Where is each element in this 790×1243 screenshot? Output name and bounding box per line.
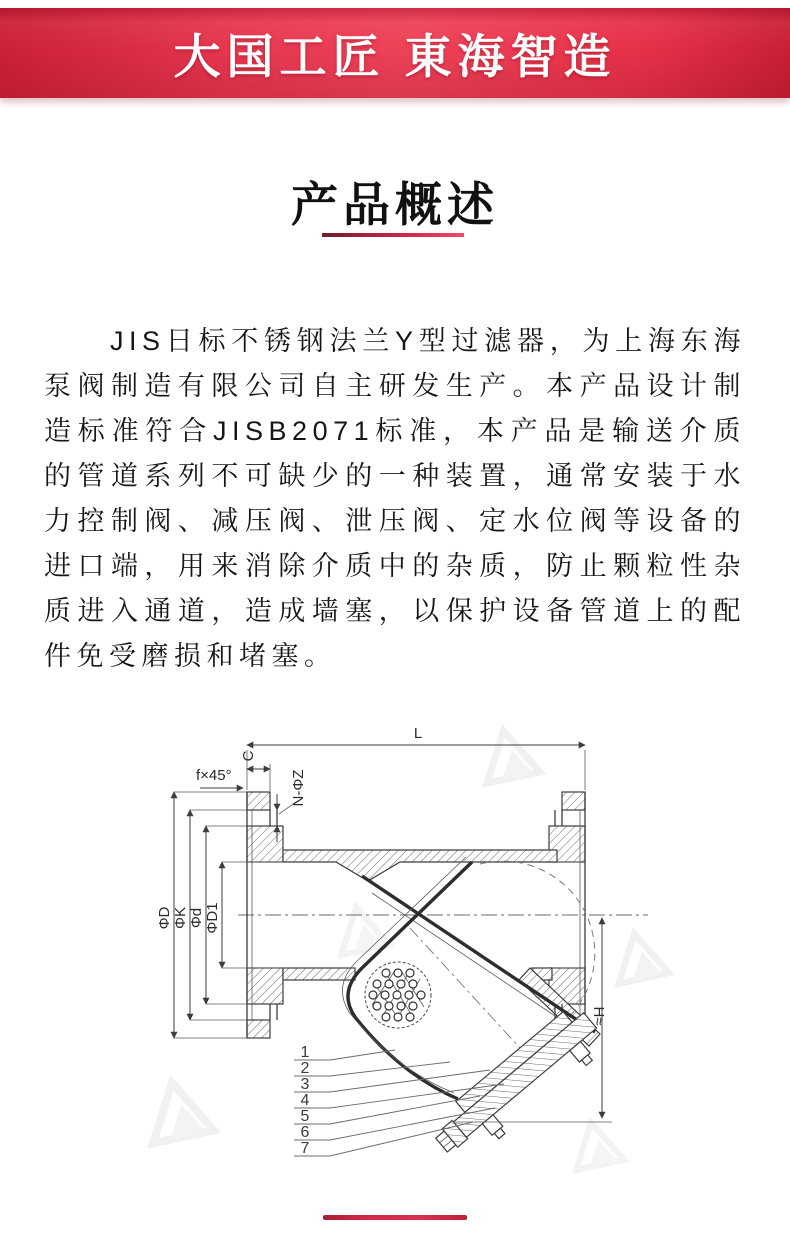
part-label-2: 2	[300, 1060, 310, 1077]
dim-C	[240, 750, 270, 791]
strainer-technical-drawing	[100, 690, 700, 1235]
product-overview-paragraph: JIS日标不锈钢法兰Y型过滤器，为上海东海泵阀制造有限公司自主研发生产。本产品设计制造标准符合JISB2071标准，本产品是输送介质的管道系列不可缺少的一种装置，通常安装于水力控制阀、减压阀、泄压阀、定水位阀等设备的进口端，用来消除介质中的杂质，防止颗粒性杂质进入通道，造成墙塞，以保护设备管道上的配件免受磨损和堵塞。	[44, 326, 746, 671]
part-label-4: 4	[300, 1092, 310, 1109]
part-label-3: 3	[300, 1076, 310, 1093]
dim-label-C: C	[240, 750, 257, 762]
dim-label-bolt-holes: N-ΦZ	[290, 769, 307, 807]
banner-title: 大国工匠 東海智造	[173, 29, 617, 83]
dim-label-raised-face: Φd	[188, 907, 205, 929]
section-title-underline	[322, 233, 464, 237]
dim-label-chamfer: f×45°	[196, 767, 232, 784]
part-label-6: 6	[300, 1124, 310, 1141]
part-label-7: 7	[300, 1140, 310, 1157]
dim-label-flange-od: ΦD	[156, 906, 173, 930]
dim-label-L: L	[413, 725, 423, 742]
perforated-screen-detail	[365, 962, 431, 1028]
footer-divider	[323, 1215, 467, 1220]
dim-label-bore: ΦD1	[204, 902, 221, 934]
section-title: 产品概述	[291, 178, 499, 231]
dim-label-height: H≈	[590, 1006, 607, 1026]
dim-chamfer	[196, 767, 243, 788]
dim-label-bolt-circle: ΦK	[172, 907, 189, 929]
part-label-1: 1	[300, 1044, 310, 1061]
part-label-5: 5	[300, 1108, 310, 1125]
header-banner	[0, 8, 790, 98]
